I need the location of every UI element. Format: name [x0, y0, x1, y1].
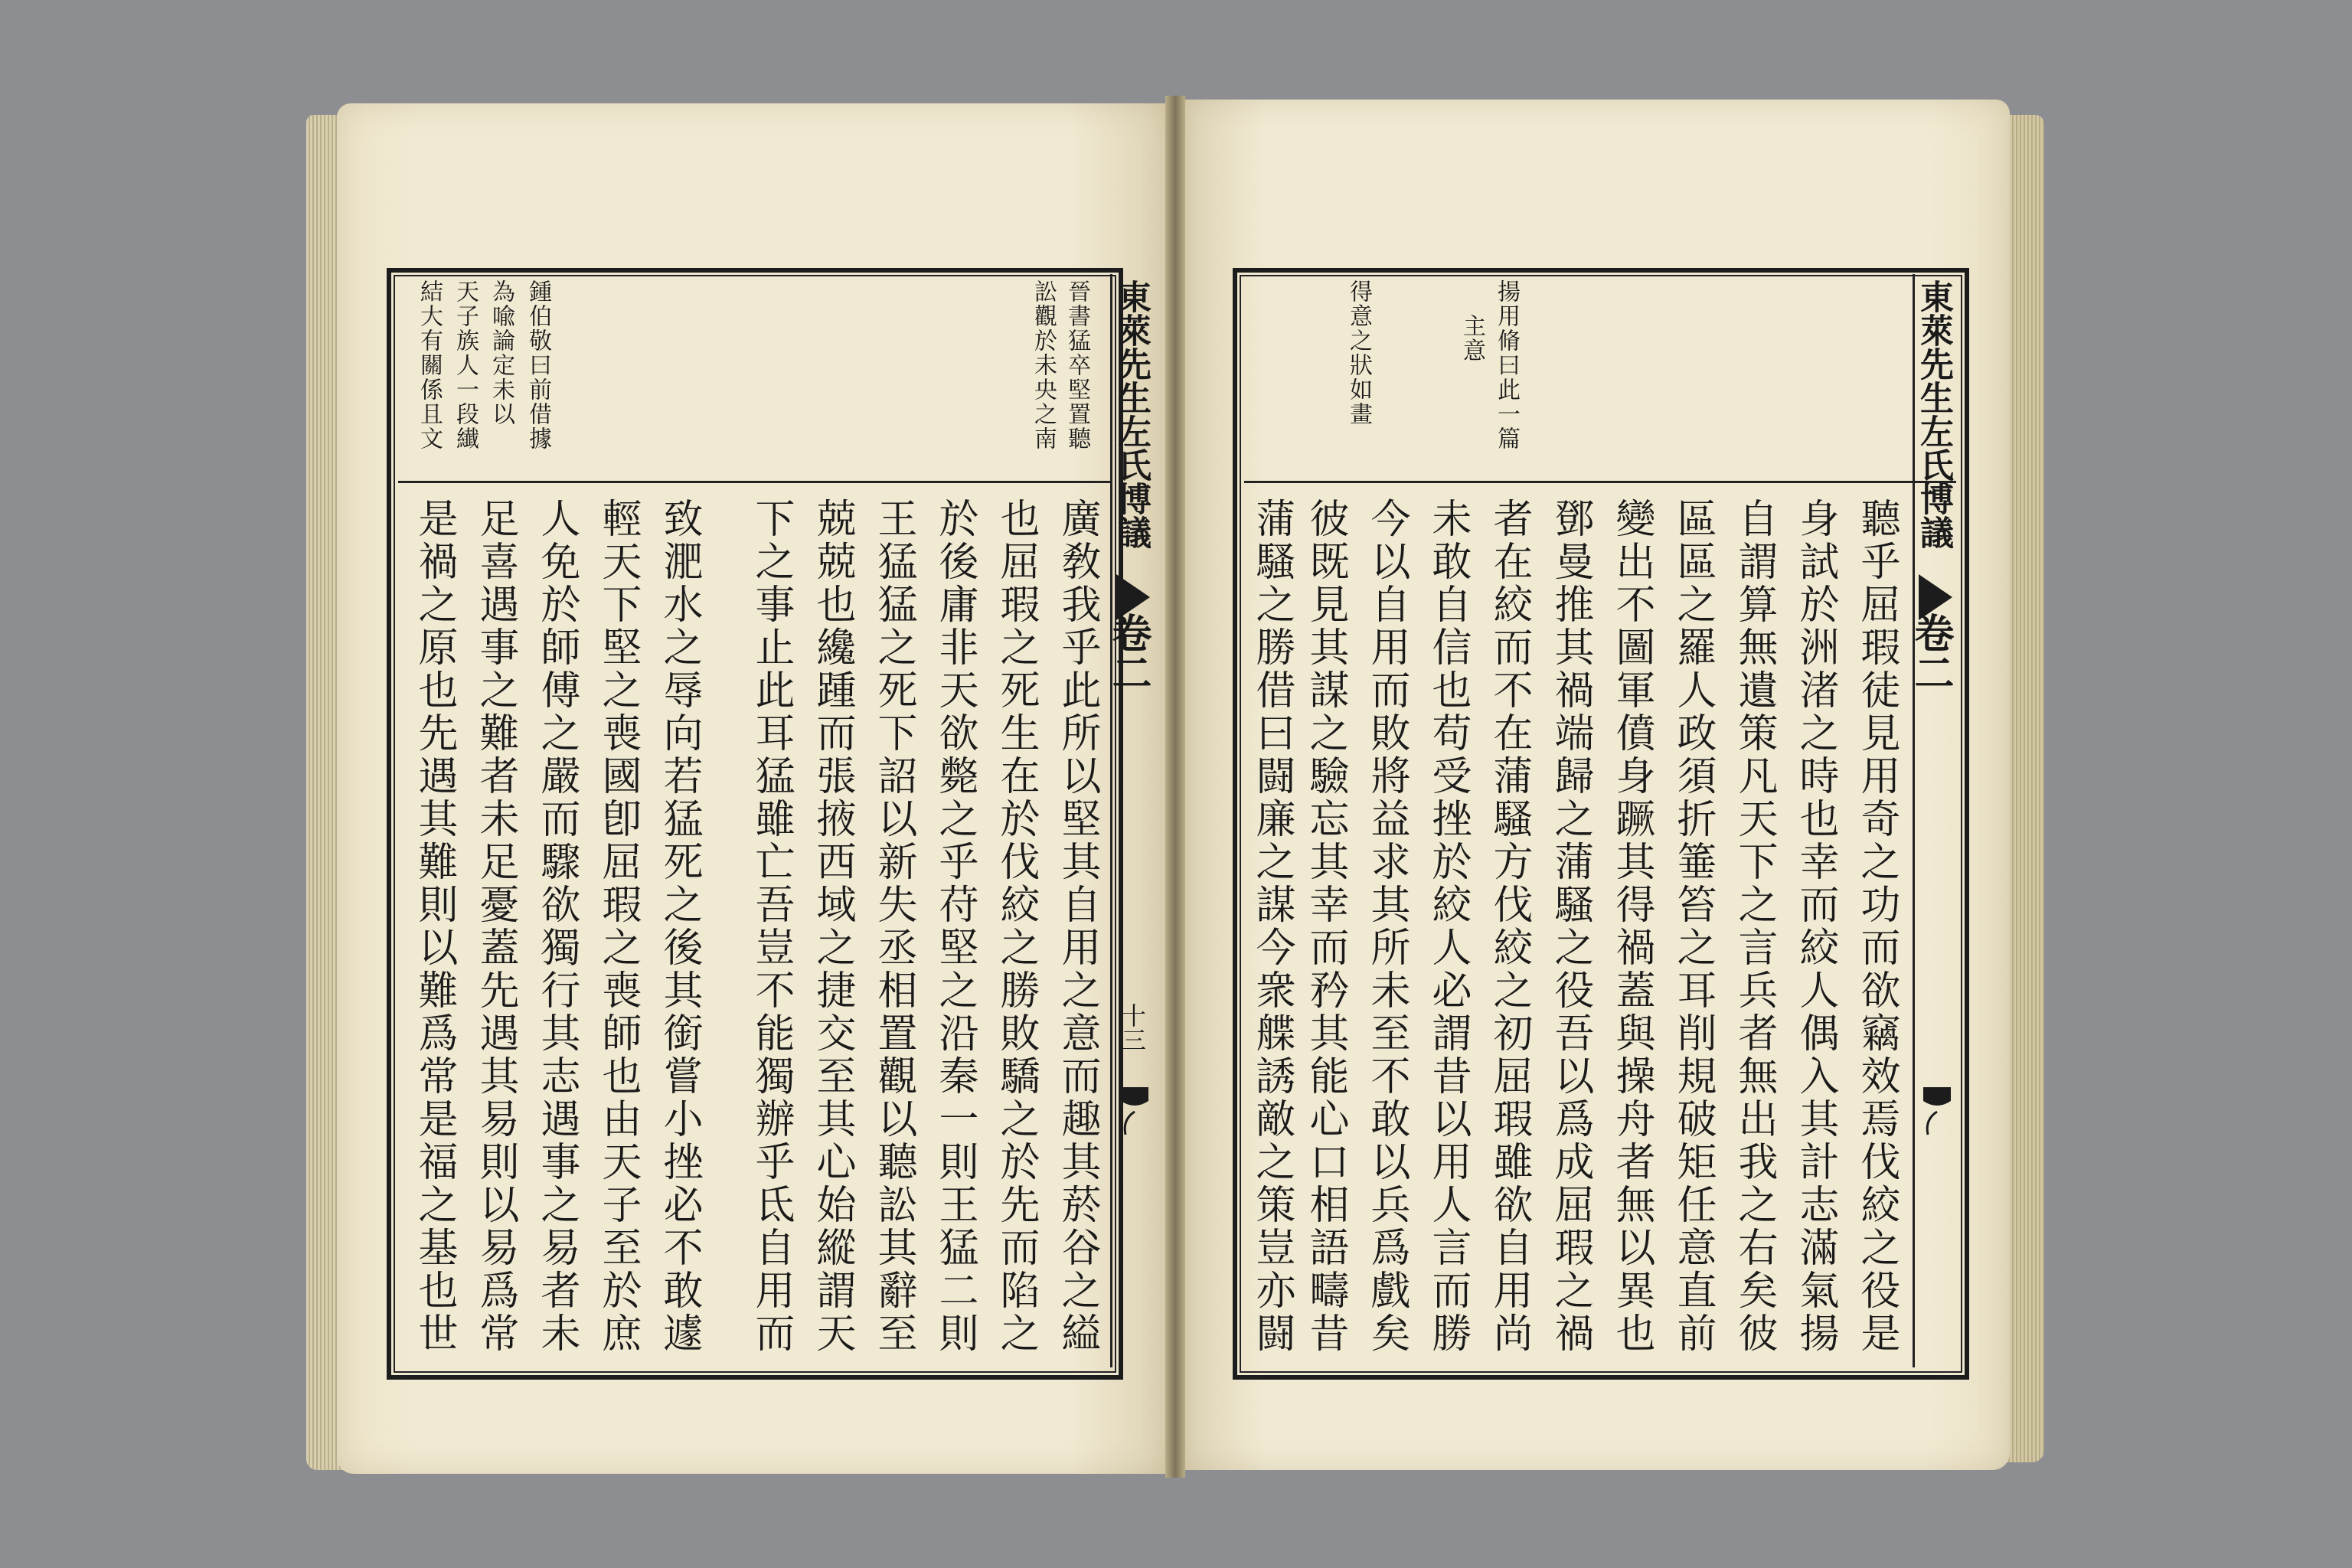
left-fishtail-mark	[1118, 1087, 1152, 1141]
left-column-1: 廣敎我乎此所以堅其自用之意而趣其菸谷之縊	[1054, 498, 1100, 1355]
left-column-9: 人免於師傅之嚴而驟欲獨行其志遇事之易者未	[534, 498, 580, 1355]
book-gutter	[1165, 96, 1185, 1478]
right-column-11: 蒲騷之勝借曰闘廉之謀今衆艓誘敵之策豈亦闘	[1249, 498, 1295, 1355]
right-upper-fishtail	[1919, 567, 1952, 620]
right-column-8: 未敢自信也苟受挫於絞人必謂昔以用人言而勝	[1425, 498, 1471, 1355]
left-note-5: 天子族人一段纎	[452, 279, 479, 451]
left-spine-title: 東萊先生左氏博議	[1112, 279, 1151, 549]
right-note-1: 揚用脩曰此一篇	[1493, 279, 1520, 451]
left-column-3: 於後庸非天欲斃之乎苻堅之沿秦一則王猛二則	[932, 498, 978, 1355]
left-note-1: 晉書猛卒堅置聽	[1063, 279, 1090, 451]
right-column-3: 自謂算無遺策凡天下之言兵者無出我之右矣彼	[1731, 498, 1777, 1355]
left-note-3: 鍾伯敬曰前借據	[524, 279, 551, 451]
left-note-6: 結大有關係且文	[416, 279, 443, 451]
right-column-4: 區區之羅人政須折箠笞之耳削規破矩任意直前	[1670, 498, 1716, 1355]
left-volume-label: 卷二	[1105, 612, 1152, 692]
right-column-1: 聽乎屈瑕徒見用奇之功而欲竊效焉伐絞之役是	[1854, 498, 1900, 1355]
left-column-2: 也屈瑕之死生在於伐絞之勝敗驕之於先而陷之	[993, 498, 1039, 1355]
right-column-10: 彼既見其謀之驗忘其幸而矜其能心口相語疇昔	[1302, 498, 1348, 1355]
right-fishtail-mark	[1920, 1087, 1954, 1141]
left-note-2: 訟觀於未央之南	[1030, 279, 1057, 451]
left-column-10: 足喜遇事之難者未足憂蓋先遇其易則以易爲常	[472, 498, 518, 1355]
right-spine-title: 東萊先生左氏博議	[1914, 279, 1953, 549]
left-column-6: 下之事止此耳猛雖亡吾豈不能獨辦乎氐自用而	[748, 498, 794, 1355]
left-page-number: 十三	[1118, 1003, 1147, 1052]
right-column-2: 身試於洲渚之時也幸而絞人偶入其計志滿氣揚	[1792, 498, 1838, 1355]
right-note-3: 得意之狀如畫	[1345, 279, 1372, 426]
right-column-6: 鄧曼推其禍端歸之蒲騷之役吾以爲成屈瑕之禍	[1547, 498, 1593, 1355]
right-column-7: 者在絞而不在蒲騷方伐絞之初屈瑕雖欲自用尚	[1486, 498, 1532, 1355]
left-header-rule	[398, 481, 1110, 483]
right-header-rule	[1244, 481, 1956, 483]
left-column-7: 致淝水之辱向若猛死之後其銜嘗小挫必不敢遽	[656, 498, 702, 1355]
left-column-11: 是禍之原也先遇其難則以難爲常是福之基也世	[411, 498, 457, 1355]
left-column-8: 輕天下堅之喪國卽屈瑕之喪師也由天子至於庶	[595, 498, 641, 1355]
right-column-9: 今以自用而敗將益求其所未至不敢以兵爲戲矣	[1364, 498, 1410, 1355]
right-note-2: 主意	[1459, 314, 1485, 363]
left-upper-fishtail	[1116, 567, 1150, 620]
right-volume-label: 卷二	[1907, 612, 1954, 692]
left-column-5: 兢兢也纔踵而張掖西域之捷交至其心始縱謂天	[809, 498, 855, 1355]
left-column-4: 王猛猛之死下詔以新失丞相置觀以聽訟其辭至	[871, 498, 916, 1355]
right-column-5: 變出不圖軍僨身蹶其得禍蓋與操舟者無以異也	[1609, 498, 1655, 1355]
left-note-4: 為喩論定未以	[488, 279, 514, 426]
